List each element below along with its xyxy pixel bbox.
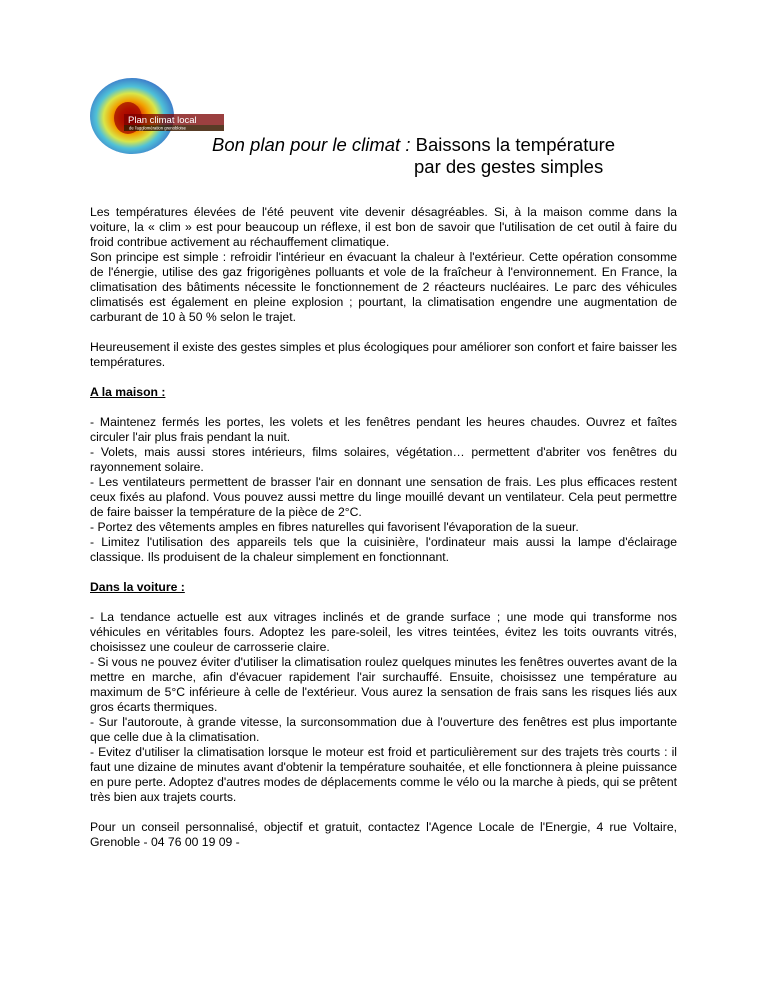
plan-climat-logo bbox=[88, 74, 228, 156]
list-item: - Evitez d'utiliser la climatisation lorsque le moteur est froid et particulièrement sur des trajets très courts : il faut une dizaine de minutes avant d'obtenir la température souhaitée, et elle fonctionnera à pleine puissance en pure perte. Adoptez d'autres modes de déplacements comme le vélo ou la marche à pieds, qui se prêtent très bien aux trajets courts. bbox=[90, 745, 677, 804]
list-item: - Maintenez fermés les portes, les volets et les fenêtres pendant les heures chaudes. Ouvrez et faîtes circuler l'air plus frais pendant la nuit. bbox=[90, 415, 677, 444]
intro-paragraph-2: Son principe est simple : refroidir l'intérieur en évacuant la chaleur à l'extérieur. Cette opération consomme de l'énergie, utilise des gaz frigorigènes polluants et vole de la fraîcheur à l'environnement. En France, la climatisation des bâtiments nécessite le fonctionnement de 2 réacteurs nucléaires. Le parc des véhicules climatisés est également en pleine explosion ; pourtant, la climatisation engendre une augmentation de carburant de 10 à 50 % selon le trajet. bbox=[90, 250, 677, 324]
climate-globe-icon bbox=[88, 74, 228, 156]
title-rest: Baissons la température bbox=[415, 134, 616, 155]
section-heading-maison: A la maison : bbox=[90, 385, 166, 399]
title-italic: Bon plan pour le climat : bbox=[212, 134, 411, 155]
title-line2: par des gestes simples bbox=[414, 156, 604, 177]
list-item: - Si vous ne pouvez éviter d'utiliser la climatisation roulez quelques minutes les fenêtres ouvertes avant de la mettre en marche, afin d'évacuer rapidement l'air surchauffé. Ensuite, choisissez une température au maximum de 5°C inférieure à celle de l'extérieur. Vous aurez la sensation de frais sans les risques liés aux gros écarts thermiques. bbox=[90, 655, 677, 714]
contact-paragraph: Pour un conseil personnalisé, objectif et gratuit, contactez l'Agence Locale de l'Energie, 4 rue Voltaire, Grenoble - 04 76 00 19 09 - bbox=[90, 820, 677, 849]
logo-title: Plan climat local bbox=[128, 115, 197, 126]
list-item: - Portez des vêtements amples en fibres naturelles qui favorisent l'évaporation de la sueur. bbox=[90, 520, 579, 534]
voiture-list bbox=[90, 610, 677, 805]
logo-subtitle: de l'agglomération grenobloise bbox=[129, 125, 186, 131]
page-title bbox=[212, 134, 682, 178]
intro-paragraph-1: Les températures élevées de l'été peuvent vite devenir désagréables. Si, à la maison comme dans la voiture, la « clim » est pour beaucoup un réflexe, il est bon de savoir que l'utilisation de cet outil à faire du froid contribue activement au réchauffement climatique. bbox=[90, 205, 677, 249]
list-item: - Sur l'autoroute, à grande vitesse, la surconsommation due à l'ouverture des fenêtres est plus importante que celle due à la climatisation. bbox=[90, 715, 677, 744]
section-heading-voiture: Dans la voiture : bbox=[90, 580, 185, 594]
list-item: - La tendance actuelle est aux vitrages inclinés et de grande surface ; une mode qui transforme nos véhicules en véritables fours. Adoptez les pare-soleil, les vitres teintées, évitez les toits ouvrants vitrés, choisissez une couleur de carrosserie claire. bbox=[90, 610, 677, 654]
article-body bbox=[90, 205, 677, 865]
list-item: - Les ventilateurs permettent de brasser l'air en donnant une sensation de frais. Les plus efficaces restent ceux fixés au plafond. Vous pouvez aussi mettre du linge mouillé devant un ventilateur. Cela peut permettre de faire baisser la température de la pièce de 2°C. bbox=[90, 475, 677, 519]
list-item: - Volets, mais aussi stores intérieurs, films solaires, végétation… permettent d'abriter vos fenêtres du rayonnement solaire. bbox=[90, 445, 677, 474]
maison-list bbox=[90, 415, 677, 565]
intro-paragraph-3: Heureusement il existe des gestes simples et plus écologiques pour améliorer son confort et faire baisser les températures. bbox=[90, 340, 677, 369]
list-item: - Limitez l'utilisation des appareils tels que la cuisinière, l'ordinateur mais aussi la lampe d'éclairage classique. Ils produisent de la chaleur simplement en fonctionnant. bbox=[90, 535, 677, 564]
